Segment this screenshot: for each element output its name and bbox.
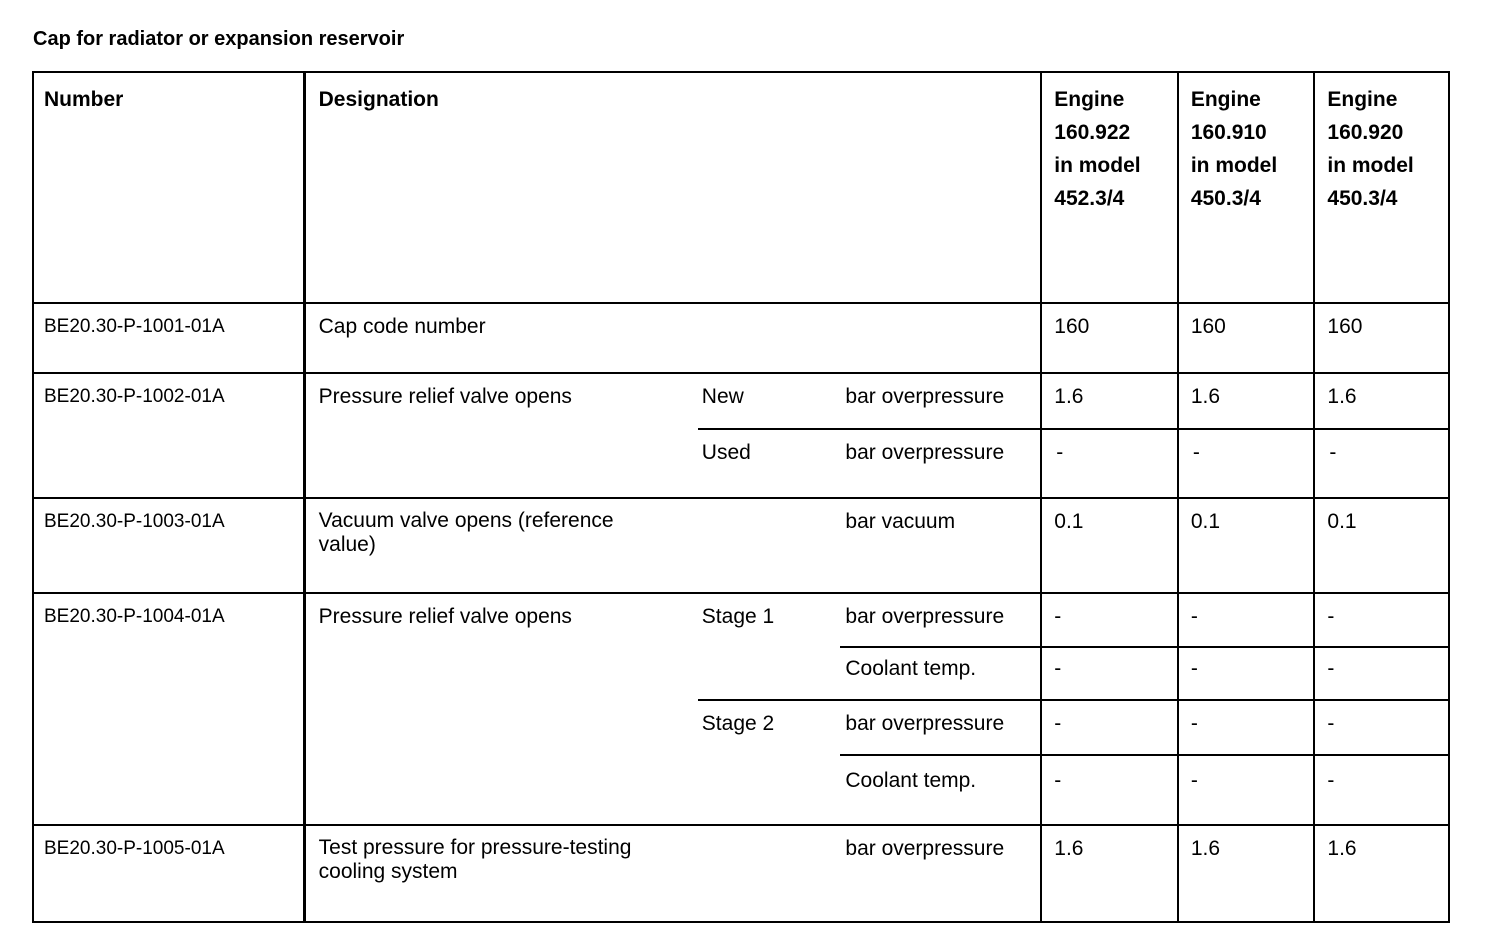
row-designation: Pressure relief valve opens [304,593,698,825]
unit-cell: bar overpressure [840,825,1041,922]
engine-1-line-3: in model [1054,154,1141,177]
value-cell: - [1178,593,1315,647]
engine-2-line-3: in model [1190,154,1278,177]
value-cell: 1.6 [1178,825,1315,922]
engine-2-line-1: Engine [1190,88,1261,111]
value-cell: 0.1 [1314,498,1449,593]
value-cell: - [1041,593,1178,647]
unit-cell: bar vacuum [840,498,1041,593]
value-cell [1314,429,1449,498]
row-number: BE20.30-P-1002-01A [33,373,304,498]
header-engine-2 [1178,72,1315,303]
header-row [33,72,1449,303]
table-row [33,825,1449,922]
row-designation: Vacuum valve opens (reference value) [304,498,698,593]
unit-cell: bar overpressure [840,373,1041,429]
dash-value: - [1192,441,1200,464]
row-number: BE20.30-P-1004-01A [33,593,304,825]
unit-cell: bar overpressure [840,429,1041,498]
unit-cell: bar overpressure [840,700,1041,755]
header-engine-3 [1314,72,1449,303]
row-number: BE20.30-P-1001-01A [33,303,304,373]
value-cell: - [1178,755,1315,825]
header-designation: Designation [304,72,1041,303]
sub-label: Used [698,429,841,498]
dash-value: - [1056,441,1064,464]
row-designation: Pressure relief valve opens [304,373,698,498]
value-cell: - [1041,700,1178,755]
unit-cell: Coolant temp. [840,755,1041,825]
value-cell: 160 [1314,303,1449,373]
value-cell: 1.6 [1041,825,1178,922]
row-number: BE20.30-P-1003-01A [33,498,304,593]
row-designation: Test pressure for pressure-testing cooling system [304,825,698,922]
value-cell: 160 [1041,303,1178,373]
value-cell: - [1178,647,1315,700]
table-row [33,593,1449,647]
engine-1-line-4: 452.3/4 [1054,187,1125,210]
sub-label-empty [698,825,841,922]
row-number: BE20.30-P-1005-01A [33,825,304,922]
unit-cell: Coolant temp. [840,647,1041,700]
value-cell: 1.6 [1178,373,1315,429]
value-cell: - [1314,755,1449,825]
value-cell: 1.6 [1314,373,1449,429]
dash-value: - [1329,441,1337,464]
sub-label-empty [698,498,841,593]
engine-3-line-3: in model [1327,154,1414,177]
stage-label: Stage 2 [698,700,841,825]
value-cell: - [1041,755,1178,825]
value-cell: - [1041,647,1178,700]
specification-table [32,71,1450,923]
value-cell [1178,429,1315,498]
engine-2-line-2: 160.910 [1190,121,1267,144]
engine-3-line-1: Engine [1327,88,1398,111]
stage-label: Stage 1 [698,593,841,700]
value-cell: - [1314,647,1449,700]
value-cell [1041,429,1178,498]
value-cell: - [1314,700,1449,755]
engine-2-line-4: 450.3/4 [1190,187,1261,210]
page-title: Cap for radiator or expansion reservoir [33,28,405,50]
value-cell: 160 [1178,303,1315,373]
engine-1-line-2: 160.922 [1054,121,1131,144]
value-cell: 0.1 [1041,498,1178,593]
row-designation: Cap code number [304,303,1041,373]
unit-cell: bar overpressure [840,593,1041,647]
table-row [33,373,1449,429]
engine-3-line-4: 450.3/4 [1327,187,1398,210]
value-cell: 1.6 [1314,825,1449,922]
header-number: Number [33,72,304,303]
header-engine-1 [1041,72,1178,303]
value-cell: 0.1 [1178,498,1315,593]
table-row [33,303,1449,373]
value-cell: - [1178,700,1315,755]
value-cell: 1.6 [1041,373,1178,429]
sub-label: New [698,373,841,429]
table-row [33,498,1449,593]
value-cell: - [1314,593,1449,647]
engine-3-line-2: 160.920 [1327,121,1404,144]
engine-1-line-1: Engine [1054,88,1125,111]
